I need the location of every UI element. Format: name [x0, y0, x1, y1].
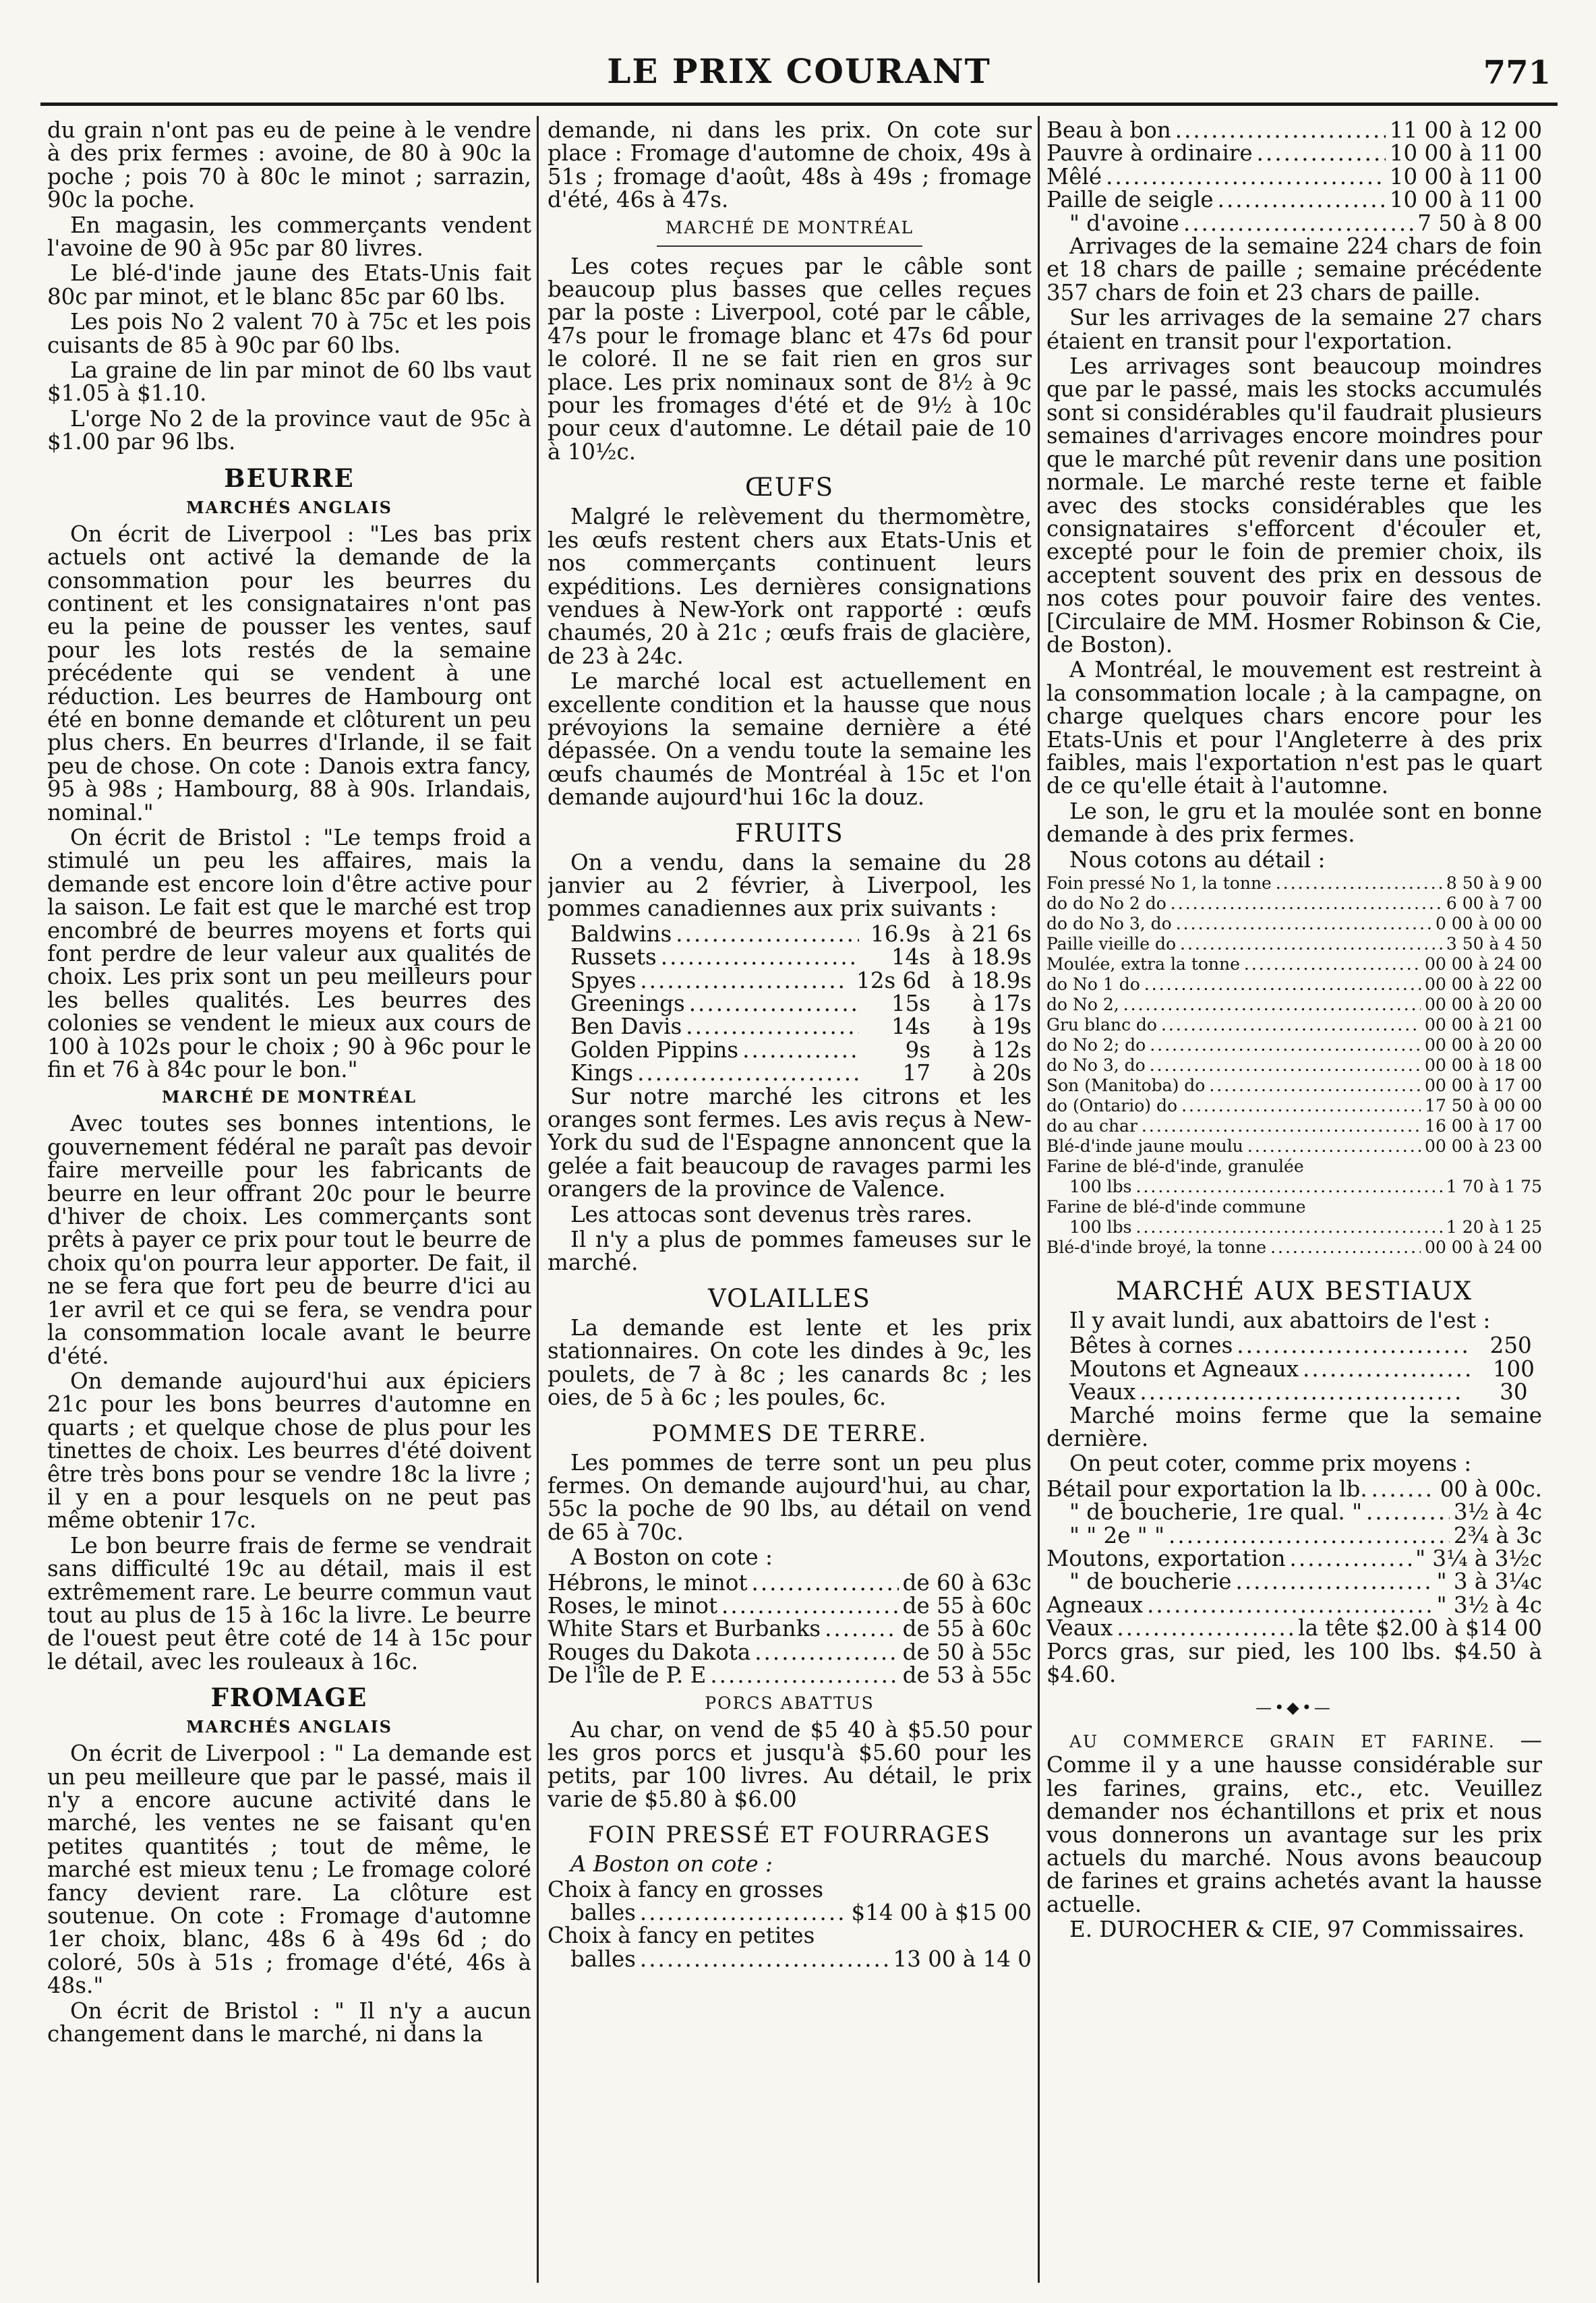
item-name: balles [570, 1900, 636, 1925]
table-row [1046, 1116, 1542, 1136]
item-name: do do No 2 do [1046, 894, 1166, 913]
table-row [1046, 1177, 1542, 1197]
item-name: Pauvre à ordinaire [1046, 140, 1253, 167]
table-row [1046, 212, 1542, 235]
item-price: 2¾ à 3c [1453, 1522, 1542, 1548]
table-row [1046, 1076, 1542, 1096]
item-name: Bêtes à cornes [1069, 1333, 1233, 1359]
item-price: 10 00 à 11 00 [1389, 187, 1542, 213]
paragraph: Il y avait lundi, aux abattoirs de l'est : [1069, 1308, 1491, 1333]
paragraph: Le blé-d'inde jaune des Etats-Unis fait 80c par minot, et le blanc 85c par 60 lbs. [47, 260, 531, 310]
item-price: 1 20 à 1 25 [1446, 1217, 1542, 1237]
item-name: Gru blanc do [1046, 1015, 1157, 1034]
paragraph: demande, ni dans les prix. On cote sur place : Fromage d'automne de choix, 49s à 51s ; fromage d'août, 48s à 49s ; fromage d'été, 46s à 47s. [548, 119, 1032, 213]
section-heading-oeufs: ŒUFS [744, 473, 835, 502]
subheading: PORCS ABATTUS [705, 1693, 875, 1713]
item-count: 250 [1489, 1333, 1532, 1359]
item-name: balles [570, 1946, 636, 1972]
item-count: 30 [1500, 1379, 1528, 1405]
item-name: Hébrons, le minot [548, 1569, 748, 1596]
table-row [548, 992, 1032, 1015]
table-row [1046, 1594, 1542, 1616]
table-row [1046, 1334, 1542, 1357]
table-row [1046, 1355, 1542, 1382]
item-price: de 55 à 60c [902, 1592, 1032, 1619]
item-price: 00 00 à 23 00 [1425, 1136, 1542, 1156]
item-name: Beau à bon [1046, 119, 1171, 143]
table-row [1046, 1478, 1542, 1500]
item-name: " d'avoine [1069, 210, 1179, 236]
column-2 [548, 119, 1032, 2276]
divider [657, 245, 923, 247]
row-label: Choix à fancy en petites [548, 1923, 815, 1949]
item-name: De l'île de P. E [548, 1662, 707, 1689]
item-name: Foin pressé No 1, la tonne [1046, 873, 1272, 893]
fruit-name: Russets [570, 944, 657, 970]
item-price: de 50 à 55c [902, 1639, 1032, 1665]
item-price: " 3¼ à 3½c [1415, 1546, 1542, 1572]
item-price: 00 à 00c. [1440, 1476, 1542, 1502]
item-name: Paille de seigle [1046, 187, 1214, 213]
foin-boston-table [548, 1878, 1032, 1971]
row-label: Choix à fancy en grosses [548, 1876, 824, 1902]
item-name: Moutons, exportation [1046, 1546, 1286, 1572]
item-name: Paille vieille do [1046, 934, 1177, 954]
ad-body: — Comme il y a une hausse considérable sur les farines, grains, etc., etc. Veuillez demander nos échantillons et prix et nous vous donnerons un avantage sur les prix actuels du marché. Nous avons beaucoup de farines et grains achetés avant la hausse actuelle. [1046, 1726, 1542, 1917]
item-name: Son (Manitoba) do [1046, 1076, 1206, 1095]
fruits-table [548, 923, 1032, 1085]
detail-price-table [1046, 873, 1542, 1258]
item-price: de 60 à 63c [902, 1569, 1032, 1596]
table-row [1046, 894, 1542, 914]
paragraph: Arrivages de la semaine 224 chars de foin et 18 chars de paille ; semaine précédente 357 chars de foin et 23 chars de paille. [1046, 233, 1542, 305]
item-price: 8 50 à 9 00 [1446, 873, 1542, 893]
column-divider [537, 116, 539, 2283]
paragraph: On a vendu, dans la semaine du 28 janvier au 2 février, à Liverpool, les pommes canadiennes aux prix suivants : [548, 849, 1032, 922]
column-divider [1038, 116, 1040, 2283]
subheading: MARCHÉS ANGLAIS [186, 1717, 392, 1737]
paragraph: On écrit de Bristol : " Il n'y a aucun changement dans le marché, ni dans la [47, 1998, 531, 2047]
moyens-price-table [1046, 1478, 1542, 1640]
row-label: Farine de blé-d'inde commune [1046, 1197, 1306, 1217]
item-price: de 55 à 60c [902, 1616, 1032, 1642]
paragraph: Au char, on vend de $5 40 à $5.50 pour les gros porcs et jusqu'à $5.60 pour les petits, par 100 livres. Au détail, le prix varie de $5.80 à $6.00 [548, 1716, 1032, 1812]
paragraph: Sur notre marché les citrons et les oranges sont fermes. Les avis reçus à New-York du sud de l'Espagne annoncent que la gelée a fait beaucoup de ravages parmi les orangers de la province de Valence. [548, 1083, 1032, 1202]
table-row [548, 1641, 1032, 1664]
item-price: 13 00 à 14 0 [893, 1946, 1032, 1972]
bestiaux-table [1046, 1334, 1542, 1403]
price-to: à 20s [972, 1060, 1032, 1086]
paragraph: Marché moins ferme que la semaine dernière. [1046, 1402, 1542, 1452]
table-row [1046, 1380, 1542, 1403]
price-from: 14s [891, 944, 930, 970]
table-row [1046, 119, 1542, 142]
paragraph: Sur les arrivages de la semaine 27 chars étaient en transit pour l'exportation. [1046, 305, 1542, 354]
item-price: 3 50 à 4 50 [1446, 934, 1542, 954]
table-row [1046, 934, 1542, 954]
fruit-name: Ben Davis [570, 1014, 682, 1040]
item-price: 00 00 à 20 00 [1425, 1035, 1542, 1055]
price-from: 15s [891, 991, 930, 1016]
paragraph: La demande est lente et les prix stationnaires. On cote les dindes à 9c, les poulets, de 7 à 8c ; les canards 8c ; les oies, de 5 à 6c ; les poules, 6c. [548, 1314, 1032, 1411]
paragraph: Le bon beurre frais de ferme se vendrait sans difficulté 19c au détail, mais il est extrêmement rare. Le beurre commun vaut tout au plus de 15 à 16c la livre. Le beurre de l'ouest peut être coté de 14 à 15c pour le détail, avec les rouleaux à 16c. [47, 1532, 531, 1674]
table-row [1046, 1500, 1542, 1523]
subheading: MARCHÉ DE MONTRÉAL [161, 1087, 417, 1107]
journal-title: LE PRIX COURANT [607, 51, 991, 91]
paragraph: On écrit de Bristol : "Le temps froid a stimulé un peu les affaires, mais la demande est encore loin d'être active pour la saison. Le fait est que le marché est trop encombré de beurres moyens et forts qui font perdre de leur valeur aux qualités de choix. Les prix sont un peu meilleurs pour les belles qualités. Les beurres des colonies se vendent le mieux aux cours de 100 à 102s pour le choix ; 90 à 96c pour le fin et 76 à 84c pour le bon." [47, 824, 531, 1083]
item-name: " " 2e " " [1069, 1522, 1165, 1548]
section-heading-beurre: BEURRE [224, 463, 355, 493]
item-price: 00 00 à 20 00 [1425, 995, 1542, 1014]
paragraph: Les pommes de terre sont un peu plus fermes. On demande aujourd'hui, au char, 55c la poche de 90 lbs, au détail on vend de 65 à 70c. [548, 1449, 1032, 1545]
item-name: 100 lbs [1069, 1177, 1132, 1196]
price-to: à 17s [972, 991, 1032, 1016]
price-from: 12s 6d [856, 967, 930, 993]
section-heading-fruits: FRUITS [735, 818, 844, 848]
price-to: à 21 6s [951, 921, 1032, 947]
paragraph: On écrit de Liverpool : " La demande est un peu meilleure que par le passé, mais il n'y a encore aucune activité dans le marché, les ventes ne se faisant qu'en petites quantités ; tout de même, le marché est mieux tenu ; Le fromage coloré fancy devient rare. La clôture est soutenue. On cote : Fromage d'automne 1er choix, blanc, 48s 6 à 49s 6d ; do coloré, 50s à 51s ; fromage d'été, 46s à 48s." [47, 1741, 531, 1999]
table-row [1046, 1035, 1542, 1055]
item-price: 00 00 à 18 00 [1425, 1055, 1542, 1075]
table-row [1046, 1136, 1542, 1157]
item-name: do No 1 do [1046, 974, 1140, 994]
item-name: Veaux [1069, 1379, 1136, 1405]
item-price: " 3½ à 4c [1436, 1592, 1542, 1618]
paragraph: A Boston on cote : [570, 1544, 773, 1571]
item-price: $14 00 à $15 00 [851, 1900, 1032, 1925]
paragraph: Porcs gras, sur pied, les 100 lbs. $4.50 à $4.60. [1046, 1638, 1542, 1688]
item-name: Moutons et Agneaux [1069, 1355, 1299, 1382]
table-row [1046, 188, 1542, 211]
fruit-name: Baldwins [570, 921, 672, 947]
paragraph: Malgré le relèvement du thermomètre, les œufs restent chers aux Etats-Unis et nos commerçants continuent leurs expéditions. Les dernières consignations vendues à New-York ont rapporté : œufs chaumés, 20 à 21c ; œufs frais de glacière, de 23 à 24c. [548, 504, 1032, 669]
item-price: 7 50 à 8 00 [1417, 210, 1542, 236]
table-row [548, 1901, 1032, 1924]
table-row [548, 1015, 1032, 1038]
section-heading-volailles: VOLAILLES [708, 1283, 871, 1313]
item-name: do No 2, [1046, 995, 1119, 1014]
foin-quality-table [1046, 119, 1542, 235]
advertisement [1046, 1728, 1542, 1916]
page-number: 771 [1483, 54, 1551, 92]
table-row [1046, 1547, 1542, 1570]
fruit-name: Greenings [570, 991, 685, 1016]
paragraph: Le son, le gru et la moulée sont en bonne demande à des prix fermes. [1046, 798, 1542, 848]
item-price: 6 00 à 7 00 [1446, 894, 1542, 913]
price-to: à 18.9s [951, 967, 1032, 993]
price-from: 9s [905, 1037, 930, 1063]
table-row [548, 1571, 1032, 1594]
boston-potato-table [548, 1571, 1032, 1687]
column-3 [1046, 119, 1542, 2276]
table-row [548, 1594, 1032, 1617]
table-row [548, 1617, 1032, 1640]
item-name: " de boucherie, 1re qual. " [1069, 1499, 1363, 1525]
item-price: 17 50 à 00 00 [1425, 1096, 1542, 1115]
item-name: Blé-d'inde broyé, la tonne [1046, 1237, 1267, 1257]
item-name: do au char [1046, 1116, 1137, 1136]
column-1 [47, 119, 531, 2276]
item-count: 100 [1492, 1355, 1535, 1382]
item-name: do do No 3, do [1046, 914, 1172, 933]
section-heading-foin: FOIN PRESSÉ ET FOURRAGES [588, 1821, 991, 1849]
table-row [1046, 142, 1542, 165]
item-price: 10 00 à 11 00 [1389, 163, 1542, 190]
item-name: White Stars et Burbanks [548, 1616, 821, 1642]
item-price: 00 00 à 24 00 [1425, 1237, 1542, 1257]
paragraph: Les attocas sont devenus très rares. [570, 1201, 973, 1227]
item-price: 0 00 à 00 00 [1435, 914, 1542, 933]
subheading: MARCHÉS ANGLAIS [186, 497, 392, 517]
header-rule [40, 103, 1558, 106]
table-row [548, 1948, 1032, 1971]
table-row [548, 1039, 1032, 1061]
paragraph: Les pois No 2 valent 70 à 75c et les pois cuisants de 85 à 90c par 60 lbs. [47, 309, 531, 358]
paragraph: A Boston on cote : [570, 1851, 773, 1877]
item-name: 100 lbs [1069, 1217, 1132, 1237]
table-row [1046, 914, 1542, 934]
paragraph: Le marché local est actuellement en excellente condition et la hausse que nous prévoyions la semaine dernière a été dépassée. On a vendu toute la semaine les œufs chaumés de Montréal à 15c et l'on demande aujourd'hui 16c la douz. [548, 668, 1032, 811]
table-row [1046, 974, 1542, 995]
item-price: la tête $2.00 à $14 00 [1298, 1615, 1542, 1641]
item-price: 1 70 à 1 75 [1446, 1177, 1542, 1196]
section-heading-pommes-de-terre: POMMES DE TERRE. [651, 1420, 928, 1447]
price-from: 17 [902, 1060, 930, 1086]
paragraph: du grain n'ont pas eu de peine à le vendre à des prix fermes : avoine, de 80 à 90c la poche ; pois 70 à 80c le minot ; sarrazin, 90c la poche. [47, 119, 531, 213]
ad-heading: AU COMMERCE GRAIN ET FARINE. [1069, 1731, 1496, 1751]
paragraph: Il n'y a plus de pommes fameuses sur le marché. [548, 1227, 1032, 1276]
item-name: Mêlé [1046, 163, 1102, 190]
item-price: 11 00 à 12 00 [1389, 119, 1542, 143]
item-name: do No 3, do [1046, 1055, 1146, 1075]
table-row [548, 969, 1032, 992]
item-name: Veaux [1046, 1615, 1113, 1641]
subheading: MARCHÉ DE MONTRÉAL [665, 217, 914, 237]
table-row [1046, 165, 1542, 188]
table-row [1046, 1096, 1542, 1116]
table-row [548, 945, 1032, 968]
item-price: 00 00 à 22 00 [1425, 974, 1542, 994]
table-row [1046, 1015, 1542, 1035]
item-name: Moulée, extra la tonne [1046, 954, 1240, 974]
paragraph: La graine de lin par minot de 60 lbs vaut $1.05 à $1.10. [47, 357, 531, 407]
price-from: 14s [891, 1014, 930, 1040]
table-row [1046, 1055, 1542, 1076]
ornament-divider: —•◆•— [1255, 1697, 1333, 1717]
table-row [1046, 1237, 1542, 1258]
item-price: " 3 à 3¼c [1436, 1569, 1542, 1595]
table-row [1046, 873, 1542, 894]
table-row [1046, 995, 1542, 1015]
row-label: Farine de blé-d'inde, granulée [1046, 1157, 1304, 1176]
item-name: " de boucherie [1069, 1569, 1232, 1595]
table-row [1046, 1570, 1542, 1593]
paragraph: On peut coter, comme prix moyens : [1069, 1451, 1472, 1477]
item-name: do (Ontario) do [1046, 1096, 1178, 1115]
signature: E. DUROCHER & CIE, 97 Commissaires. [1069, 1917, 1525, 1943]
table-row [1046, 1217, 1542, 1237]
item-name: Roses, le minot [548, 1592, 718, 1619]
table-row [1046, 1616, 1542, 1639]
item-name: Agneaux [1046, 1592, 1144, 1618]
item-price: 00 00 à 24 00 [1425, 954, 1542, 974]
paragraph: Les arrivages sont beaucoup moindres que par le passé, mais les stocks accumulés sont si considérables qu'il faudrait plusieurs semaines d'arrivages encore moindres pour que le marché pût revenir dans une position normale. Le marché reste terne et faible avec des stocks considérables que les consignataires s'efforcent d'écouler et, excepté pour le foin de premier choix, ils acceptent souvent des prix en dessous de nos cotes pour pouvoir faire des ventes. [Circulaire de MM. Hosmer Robinson & Cie, de Boston). [1046, 353, 1542, 658]
item-price: 3½ à 4c [1453, 1499, 1542, 1525]
price-to: à 12s [972, 1037, 1032, 1063]
table-row [548, 923, 1032, 945]
price-to: à 19s [972, 1014, 1032, 1040]
fruit-name: Golden Pippins [570, 1037, 739, 1063]
section-heading-fromage: FROMAGE [210, 1683, 368, 1713]
item-price: 16 00 à 17 00 [1425, 1116, 1542, 1136]
table-row [1046, 954, 1542, 974]
item-name: Blé-d'inde jaune moulu [1046, 1136, 1243, 1156]
price-to: à 18.9s [951, 944, 1032, 970]
fruit-name: Kings [570, 1060, 634, 1086]
paragraph: On écrit de Liverpool : "Les bas prix actuels ont activé la demande de la consommation pour les beurres du continent et les consignataires n'ont pas eu la peine de pousser les ventes, sauf pour les lots restés de la semaine précédente qui se vendent à une réduction. Les beurres de Hambourg ont été en bonne demande et clôturent un peu plus chers. En beurres d'Irlande, il se fait peu de chose. On cote : Danois extra fancy, 95 à 98s ; Hambourg, 88 à 90s. Irlandais, nominal." [47, 521, 531, 825]
item-price: 10 00 à 11 00 [1389, 140, 1542, 167]
table-row [548, 1664, 1032, 1687]
paragraph: En magasin, les commerçants vendent l'avoine de 90 à 95c par 80 livres. [47, 212, 531, 262]
paragraph: Nous cotons au détail : [1069, 846, 1326, 873]
table-row [548, 1061, 1032, 1084]
item-name: do No 2; do [1046, 1035, 1146, 1055]
item-price: 00 00 à 21 00 [1425, 1015, 1542, 1034]
paragraph: Avec toutes ses bonnes intentions, le gouvernement fédéral ne paraît pas devoir faire merveille pour les fabricants de beurre en leur offrant 20c pour le beurre d'hiver de choix. Les commerçants sont prêts à payer ce prix pour tout le beurre de choix qu'on pourra leur apporter. De fait, il ne se fera que fort peu de beurre d'ici au 1er avril et ce qui se fera, se vendra pour la consommation locale avant le beurre d'été. [47, 1111, 531, 1369]
item-name: Bétail pour exportation la lb. [1046, 1476, 1367, 1502]
paragraph: Les cotes reçues par le câble sont beaucoup plus basses que celles reçues par la poste : Liverpool, coté par le câble, 47s pour le fromage blanc et 47s 6d pour le coloré. Il ne se fait rien en gros sur place. Les prix nominaux sont de 8½ à 9c pour les fromages d'été et de 9½ à 10c pour ceux d'automne. Le détail paie de 10 à 10½c. [548, 253, 1032, 465]
paragraph: L'orge No 2 de la province vaut de 95c à $1.00 par 96 lbs. [47, 405, 531, 455]
section-heading-bestiaux: MARCHÉ AUX BESTIAUX [1116, 1277, 1473, 1306]
page-header [40, 0, 1558, 111]
price-from: 16.9s [870, 921, 930, 947]
fruit-name: Spyes [570, 967, 637, 993]
item-price: 00 00 à 17 00 [1425, 1076, 1542, 1095]
item-name: Rouges du Dakota [548, 1639, 751, 1665]
paragraph: A Montréal, le mouvement est restreint à la consommation locale ; à la campagne, on charge quelques chars encore pour les Etats-Unis et pour l'Angleterre à des prix faibles, mais l'exportation n'est pas le quart de ce qu'elle était à l'automne. [1046, 657, 1542, 799]
item-price: de 53 à 55c [902, 1662, 1032, 1689]
table-row [1046, 1524, 1542, 1547]
paragraph: On demande aujourd'hui aux épiciers 21c pour les bons beurres d'automne en quarts ; et quelque chose de plus pour les tinettes de choix. Les beurres d'été doivent être très bons pour se vendre 18c la livre ; il y en a pour lesquels on ne peut pas même obtenir 17c. [47, 1368, 531, 1534]
